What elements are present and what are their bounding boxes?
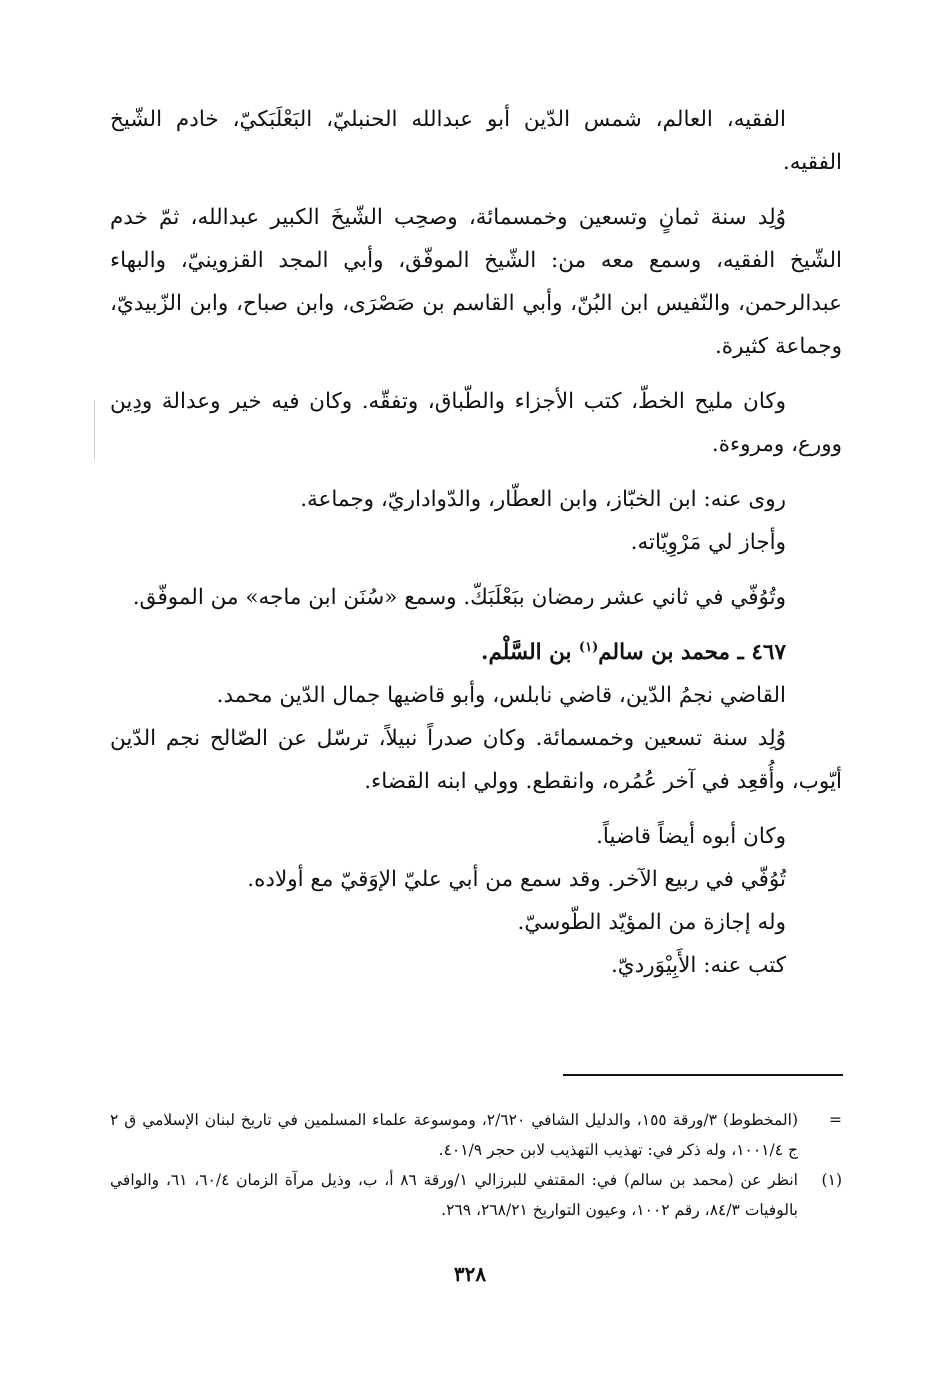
page-number: ٣٢٨ <box>453 1262 487 1286</box>
footnote-text: (المخطوط) ٣/ورقة ١٥٥، والدليل الشافي ٢/٦٢٠، وموسوعة علماء المسلمين في تاريخ لبنان الإسلامي ق ٢ ج ١٠٠١/٤، وله ذكر في: تهذيب التهذيب لابن حجر ٤٠١/٩. <box>110 1111 798 1159</box>
footnote <box>110 1105 842 1165</box>
paragraph: وكان مليح الخطّ، كتب الأجزاء والطّباق، وتفقّه. وكان فيه خير وعدالة ودِين وورع، ومروءة. <box>110 389 842 457</box>
footnote-text: انظر عن (محمد بن سالم) في: المقتفي للبرزالي ١/ورقة ٨٦ أ، ب، وذيل مرآة الزمان ٦٠/٤، ٦١، والوافي بالوفيات ٨٤/٣، رقم ١٠٠٢، وعيون التواريخ ٢٦٨/٢١، ٢٦٩. <box>110 1171 798 1219</box>
entry-heading-title: ٤٦٧ ـ محمد بن سالم <box>598 640 786 665</box>
footnote-mark: (١) <box>821 1171 842 1189</box>
paragraph: الفقيه، العالم، شمس الدّين أبو عبدالله الحنبليّ، البَعْلَبَكيّ، خادم الشّيخ الفقيه. <box>110 107 842 175</box>
main-text <box>110 98 842 987</box>
paragraph: تُوُفّي في ربيع الآخر. وقد سمع من أبي عليّ الإوَقيّ مع أولاده. <box>247 867 786 892</box>
paragraph: وله إجازة من المؤيّد الطّوسيّ. <box>517 910 786 935</box>
paragraph: كتب عنه: الأَبِيْوَرديّ. <box>610 953 786 978</box>
footnote <box>110 1165 842 1225</box>
footnote-mark: = <box>829 1111 842 1129</box>
footnote-reference: (١) <box>578 639 599 655</box>
paragraph: وكان أبوه أيضاً قاضياً. <box>596 824 786 849</box>
paragraph: وُلِد سنة تسعين وخمسمائة. وكان صدراً نبيلاً، ترسّل عن الصّالح نجم الدّين أيّوب، وأُقعِد في آخر عُمُره، وانقطع. وولي ابنه القضاء. <box>110 726 842 794</box>
paragraph: القاضي نجمُ الدّين، قاضي نابلس، وأبو قاضيها جمال الدّين محمد. <box>216 683 786 708</box>
entry-heading-title-tail: بن السَّلْم. <box>480 640 579 665</box>
scan-mark <box>94 400 95 460</box>
footnote-divider <box>563 1074 843 1076</box>
footnotes <box>110 1105 842 1225</box>
paragraph: وأجاز لي مَرْوِيّاته. <box>630 530 786 555</box>
entry-heading <box>110 631 842 674</box>
paragraph: وُلِد سنة ثمانٍ وتسعين وخمسمائة، وصحِب الشّيخَ الكبير عبدالله، ثمّ خدم الشّيخ الفقيه، وسمع معه من: الشّيخ الموفّق، وأبي المجد القزوينيّ، والبهاء عبدالرحمن، والنّفيس ابن البُنّ، وأبي القاسم بن صَصْرَى، وابن صباح، وابن الزّبيديّ، وجماعة كثيرة. <box>110 205 842 359</box>
paragraph: وتُوُفّي في ثاني عشر رمضان ببَعْلَبَكّ. وسمع «سُنَن ابن ماجه» من الموفّق. <box>132 585 786 610</box>
paragraph: روى عنه: ابن الخبّاز، وابن العطّار، والدّواداريّ، وجماعة. <box>300 487 786 512</box>
